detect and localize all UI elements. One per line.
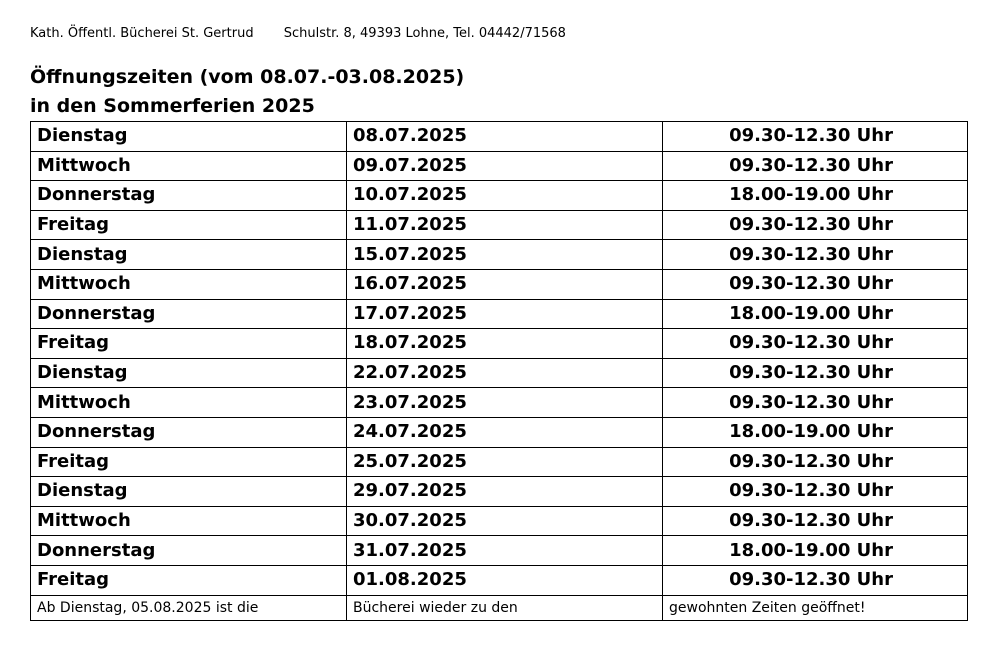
schedule-date-cell: 16.07.2025	[347, 269, 663, 299]
table-row	[31, 388, 968, 418]
schedule-day-cell: Freitag	[31, 565, 347, 595]
schedule-time-cell: 09.30-12.30 Uhr	[663, 565, 968, 595]
schedule-date-cell: 22.07.2025	[347, 358, 663, 388]
schedule-day-cell: Dienstag	[31, 477, 347, 507]
schedule-day-cell: Donnerstag	[31, 417, 347, 447]
schedule-date-cell: 11.07.2025	[347, 210, 663, 240]
library-header	[30, 26, 566, 41]
table-row	[31, 417, 968, 447]
schedule-date-cell: 10.07.2025	[347, 181, 663, 211]
footer-row	[31, 595, 968, 620]
schedule-time-cell: 09.30-12.30 Uhr	[663, 269, 968, 299]
schedule-date-cell: 09.07.2025	[347, 151, 663, 181]
table-row	[31, 329, 968, 359]
schedule-date-cell: 23.07.2025	[347, 388, 663, 418]
schedule-day-cell: Mittwoch	[31, 151, 347, 181]
schedule-date-cell: 08.07.2025	[347, 122, 663, 152]
table-row	[31, 210, 968, 240]
schedule-date-cell: 18.07.2025	[347, 329, 663, 359]
page-subtitle: in den Sommerferien 2025	[30, 95, 315, 117]
schedule-day-cell: Mittwoch	[31, 506, 347, 536]
schedule-time-cell: 09.30-12.30 Uhr	[663, 506, 968, 536]
table-row	[31, 536, 968, 566]
table-row	[31, 122, 968, 152]
schedule-date-cell: 24.07.2025	[347, 417, 663, 447]
table-row	[31, 240, 968, 270]
table-row	[31, 181, 968, 211]
opening-hours-table	[30, 121, 968, 621]
schedule-time-cell: 09.30-12.30 Uhr	[663, 240, 968, 270]
schedule-day-cell: Mittwoch	[31, 388, 347, 418]
schedule-time-cell: 09.30-12.30 Uhr	[663, 122, 968, 152]
schedule-day-cell: Mittwoch	[31, 269, 347, 299]
table-row	[31, 447, 968, 477]
table-row	[31, 477, 968, 507]
schedule-time-cell: 18.00-19.00 Uhr	[663, 417, 968, 447]
table-row	[31, 358, 968, 388]
schedule-date-cell: 15.07.2025	[347, 240, 663, 270]
schedule-time-cell: 09.30-12.30 Uhr	[663, 358, 968, 388]
schedule-time-cell: 18.00-19.00 Uhr	[663, 536, 968, 566]
schedule-date-cell: 25.07.2025	[347, 447, 663, 477]
schedule-day-cell: Freitag	[31, 329, 347, 359]
table-row	[31, 269, 968, 299]
table-row	[31, 151, 968, 181]
schedule-time-cell: 09.30-12.30 Uhr	[663, 329, 968, 359]
footer-note-part2: Bücherei wieder zu den	[347, 595, 663, 620]
footer-note-part1: Ab Dienstag, 05.08.2025 ist die	[31, 595, 347, 620]
schedule-date-cell: 29.07.2025	[347, 477, 663, 507]
library-name: Kath. Öffentl. Bücherei St. Gertrud	[30, 26, 254, 41]
page-title: Öffnungszeiten (vom 08.07.-03.08.2025)	[30, 66, 465, 88]
schedule-time-cell: 09.30-12.30 Uhr	[663, 477, 968, 507]
schedule-day-cell: Freitag	[31, 210, 347, 240]
opening-hours-table-body	[31, 122, 968, 596]
schedule-day-cell: Dienstag	[31, 122, 347, 152]
schedule-date-cell: 30.07.2025	[347, 506, 663, 536]
schedule-day-cell: Dienstag	[31, 240, 347, 270]
table-row	[31, 506, 968, 536]
schedule-time-cell: 09.30-12.30 Uhr	[663, 151, 968, 181]
schedule-day-cell: Donnerstag	[31, 536, 347, 566]
schedule-time-cell: 18.00-19.00 Uhr	[663, 299, 968, 329]
schedule-day-cell: Donnerstag	[31, 181, 347, 211]
schedule-day-cell: Dienstag	[31, 358, 347, 388]
table-row	[31, 299, 968, 329]
schedule-date-cell: 31.07.2025	[347, 536, 663, 566]
schedule-date-cell: 01.08.2025	[347, 565, 663, 595]
schedule-day-cell: Freitag	[31, 447, 347, 477]
schedule-time-cell: 18.00-19.00 Uhr	[663, 181, 968, 211]
table-row	[31, 565, 968, 595]
schedule-time-cell: 09.30-12.30 Uhr	[663, 447, 968, 477]
footer-note-part3: gewohnten Zeiten geöffnet!	[663, 595, 968, 620]
schedule-day-cell: Donnerstag	[31, 299, 347, 329]
library-address: Schulstr. 8, 49393 Lohne, Tel. 04442/71568	[283, 26, 566, 41]
schedule-time-cell: 09.30-12.30 Uhr	[663, 210, 968, 240]
schedule-date-cell: 17.07.2025	[347, 299, 663, 329]
schedule-time-cell: 09.30-12.30 Uhr	[663, 388, 968, 418]
